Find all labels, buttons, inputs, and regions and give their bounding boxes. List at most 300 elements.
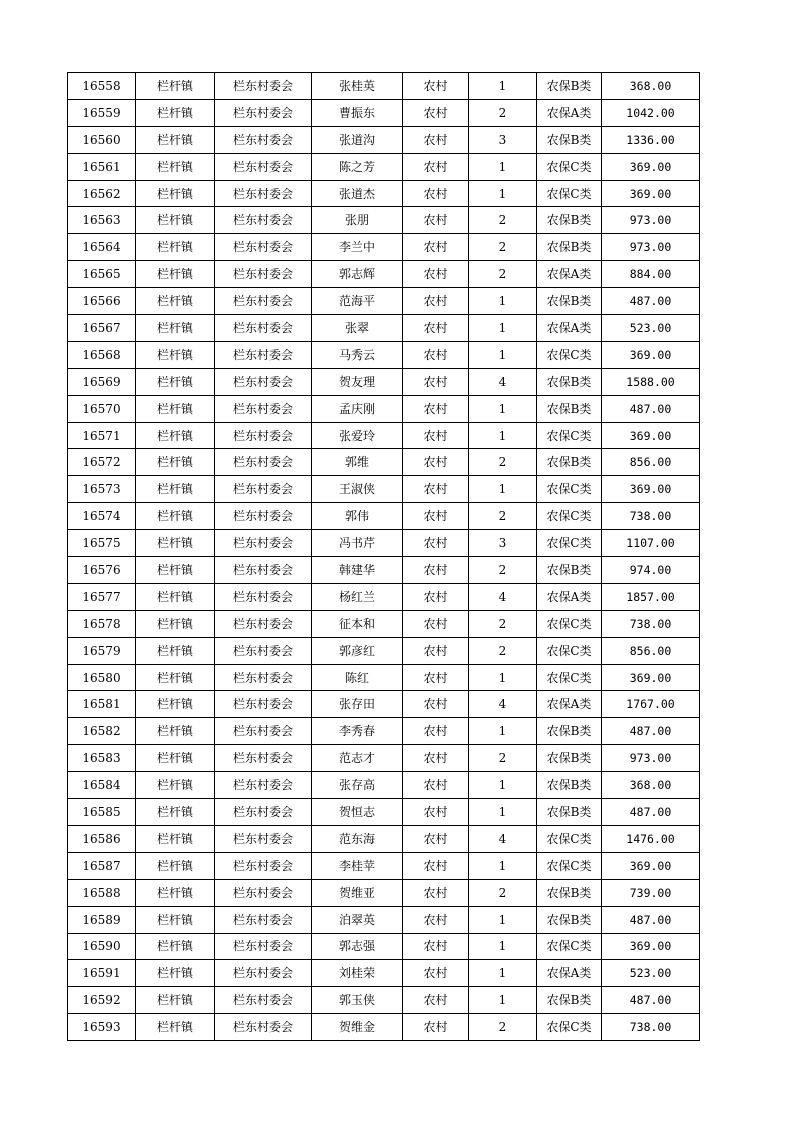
insurance-category-cell: 农保C类 bbox=[537, 825, 602, 852]
insurance-category-cell: 农保C类 bbox=[537, 530, 602, 557]
record-id-cell: 16579 bbox=[68, 637, 136, 664]
person-name-cell: 贺友理 bbox=[312, 368, 403, 395]
township-cell: 栏杆镇 bbox=[136, 610, 215, 637]
household-size-cell: 2 bbox=[469, 261, 537, 288]
area-type-cell: 农村 bbox=[403, 637, 469, 664]
amount-cell: 369.00 bbox=[602, 664, 700, 691]
village-committee-cell: 栏东村委会 bbox=[215, 422, 312, 449]
insurance-category-cell: 农保B类 bbox=[537, 288, 602, 315]
village-committee-cell: 栏东村委会 bbox=[215, 557, 312, 584]
area-type-cell: 农村 bbox=[403, 341, 469, 368]
person-name-cell: 李秀春 bbox=[312, 718, 403, 745]
area-type-cell: 农村 bbox=[403, 852, 469, 879]
insurance-category-cell: 农保B类 bbox=[537, 987, 602, 1014]
table-row bbox=[68, 422, 700, 449]
person-name-cell: 郭玉侠 bbox=[312, 987, 403, 1014]
village-committee-cell: 栏东村委会 bbox=[215, 799, 312, 826]
amount-cell: 856.00 bbox=[602, 637, 700, 664]
village-committee-cell: 栏东村委会 bbox=[215, 207, 312, 234]
insurance-category-cell: 农保A类 bbox=[537, 315, 602, 342]
table-row bbox=[68, 207, 700, 234]
township-cell: 栏杆镇 bbox=[136, 126, 215, 153]
table-row bbox=[68, 261, 700, 288]
area-type-cell: 农村 bbox=[403, 691, 469, 718]
table-row bbox=[68, 557, 700, 584]
table-row bbox=[68, 987, 700, 1014]
area-type-cell: 农村 bbox=[403, 583, 469, 610]
household-size-cell: 1 bbox=[469, 153, 537, 180]
record-id-cell: 16564 bbox=[68, 234, 136, 261]
township-cell: 栏杆镇 bbox=[136, 368, 215, 395]
township-cell: 栏杆镇 bbox=[136, 234, 215, 261]
household-size-cell: 1 bbox=[469, 852, 537, 879]
amount-cell: 856.00 bbox=[602, 449, 700, 476]
insurance-category-cell: 农保B类 bbox=[537, 395, 602, 422]
record-id-cell: 16572 bbox=[68, 449, 136, 476]
person-name-cell: 郭维 bbox=[312, 449, 403, 476]
township-cell: 栏杆镇 bbox=[136, 153, 215, 180]
insurance-category-cell: 农保B类 bbox=[537, 449, 602, 476]
record-id-cell: 16585 bbox=[68, 799, 136, 826]
insurance-category-cell: 农保C类 bbox=[537, 1014, 602, 1041]
person-name-cell: 陈红 bbox=[312, 664, 403, 691]
village-committee-cell: 栏东村委会 bbox=[215, 610, 312, 637]
village-committee-cell: 栏东村委会 bbox=[215, 825, 312, 852]
area-type-cell: 农村 bbox=[403, 879, 469, 906]
insurance-category-cell: 农保B类 bbox=[537, 73, 602, 100]
amount-cell: 739.00 bbox=[602, 879, 700, 906]
village-committee-cell: 栏东村委会 bbox=[215, 664, 312, 691]
amount-cell: 738.00 bbox=[602, 503, 700, 530]
person-name-cell: 张存高 bbox=[312, 772, 403, 799]
record-id-cell: 16562 bbox=[68, 180, 136, 207]
record-id-cell: 16587 bbox=[68, 852, 136, 879]
insurance-category-cell: 农保B类 bbox=[537, 799, 602, 826]
person-name-cell: 郭志辉 bbox=[312, 261, 403, 288]
person-name-cell: 征本和 bbox=[312, 610, 403, 637]
insurance-category-cell: 农保C类 bbox=[537, 610, 602, 637]
amount-cell: 1857.00 bbox=[602, 583, 700, 610]
amount-cell: 487.00 bbox=[602, 718, 700, 745]
amount-cell: 973.00 bbox=[602, 207, 700, 234]
area-type-cell: 农村 bbox=[403, 557, 469, 584]
records-table bbox=[67, 72, 700, 1041]
township-cell: 栏杆镇 bbox=[136, 1014, 215, 1041]
household-size-cell: 2 bbox=[469, 99, 537, 126]
township-cell: 栏杆镇 bbox=[136, 99, 215, 126]
record-id-cell: 16574 bbox=[68, 503, 136, 530]
insurance-category-cell: 农保A类 bbox=[537, 99, 602, 126]
household-size-cell: 4 bbox=[469, 368, 537, 395]
village-committee-cell: 栏东村委会 bbox=[215, 745, 312, 772]
table-row bbox=[68, 583, 700, 610]
table-row bbox=[68, 718, 700, 745]
township-cell: 栏杆镇 bbox=[136, 180, 215, 207]
person-name-cell: 范海平 bbox=[312, 288, 403, 315]
household-size-cell: 3 bbox=[469, 530, 537, 557]
household-size-cell: 2 bbox=[469, 449, 537, 476]
household-size-cell: 1 bbox=[469, 395, 537, 422]
record-id-cell: 16592 bbox=[68, 987, 136, 1014]
area-type-cell: 农村 bbox=[403, 207, 469, 234]
record-id-cell: 16575 bbox=[68, 530, 136, 557]
village-committee-cell: 栏东村委会 bbox=[215, 987, 312, 1014]
household-size-cell: 4 bbox=[469, 691, 537, 718]
village-committee-cell: 栏东村委会 bbox=[215, 476, 312, 503]
record-id-cell: 16580 bbox=[68, 664, 136, 691]
amount-cell: 369.00 bbox=[602, 341, 700, 368]
person-name-cell: 张爱玲 bbox=[312, 422, 403, 449]
person-name-cell: 李桂苹 bbox=[312, 852, 403, 879]
township-cell: 栏杆镇 bbox=[136, 530, 215, 557]
table-row bbox=[68, 852, 700, 879]
household-size-cell: 3 bbox=[469, 126, 537, 153]
area-type-cell: 农村 bbox=[403, 180, 469, 207]
amount-cell: 1336.00 bbox=[602, 126, 700, 153]
township-cell: 栏杆镇 bbox=[136, 691, 215, 718]
township-cell: 栏杆镇 bbox=[136, 449, 215, 476]
table-row bbox=[68, 933, 700, 960]
record-id-cell: 16588 bbox=[68, 879, 136, 906]
area-type-cell: 农村 bbox=[403, 718, 469, 745]
person-name-cell: 范志才 bbox=[312, 745, 403, 772]
village-committee-cell: 栏东村委会 bbox=[215, 503, 312, 530]
amount-cell: 369.00 bbox=[602, 933, 700, 960]
household-size-cell: 2 bbox=[469, 879, 537, 906]
area-type-cell: 农村 bbox=[403, 1014, 469, 1041]
record-id-cell: 16561 bbox=[68, 153, 136, 180]
person-name-cell: 韩建华 bbox=[312, 557, 403, 584]
township-cell: 栏杆镇 bbox=[136, 745, 215, 772]
table-row bbox=[68, 960, 700, 987]
area-type-cell: 农村 bbox=[403, 368, 469, 395]
amount-cell: 368.00 bbox=[602, 772, 700, 799]
household-size-cell: 1 bbox=[469, 476, 537, 503]
insurance-category-cell: 农保C类 bbox=[537, 180, 602, 207]
amount-cell: 369.00 bbox=[602, 153, 700, 180]
household-size-cell: 1 bbox=[469, 933, 537, 960]
area-type-cell: 农村 bbox=[403, 73, 469, 100]
record-id-cell: 16582 bbox=[68, 718, 136, 745]
person-name-cell: 冯书芹 bbox=[312, 530, 403, 557]
household-size-cell: 1 bbox=[469, 718, 537, 745]
table-row bbox=[68, 153, 700, 180]
township-cell: 栏杆镇 bbox=[136, 879, 215, 906]
township-cell: 栏杆镇 bbox=[136, 960, 215, 987]
village-committee-cell: 栏东村委会 bbox=[215, 315, 312, 342]
record-id-cell: 16565 bbox=[68, 261, 136, 288]
insurance-category-cell: 农保B类 bbox=[537, 234, 602, 261]
record-id-cell: 16571 bbox=[68, 422, 136, 449]
area-type-cell: 农村 bbox=[403, 153, 469, 180]
village-committee-cell: 栏东村委会 bbox=[215, 960, 312, 987]
township-cell: 栏杆镇 bbox=[136, 73, 215, 100]
household-size-cell: 1 bbox=[469, 315, 537, 342]
village-committee-cell: 栏东村委会 bbox=[215, 718, 312, 745]
amount-cell: 487.00 bbox=[602, 987, 700, 1014]
village-committee-cell: 栏东村委会 bbox=[215, 261, 312, 288]
amount-cell: 1767.00 bbox=[602, 691, 700, 718]
record-id-cell: 16560 bbox=[68, 126, 136, 153]
household-size-cell: 2 bbox=[469, 745, 537, 772]
village-committee-cell: 栏东村委会 bbox=[215, 288, 312, 315]
insurance-category-cell: 农保A类 bbox=[537, 583, 602, 610]
household-size-cell: 1 bbox=[469, 341, 537, 368]
area-type-cell: 农村 bbox=[403, 288, 469, 315]
person-name-cell: 郭伟 bbox=[312, 503, 403, 530]
household-size-cell: 1 bbox=[469, 772, 537, 799]
amount-cell: 368.00 bbox=[602, 73, 700, 100]
village-committee-cell: 栏东村委会 bbox=[215, 234, 312, 261]
record-id-cell: 16559 bbox=[68, 99, 136, 126]
insurance-category-cell: 农保C类 bbox=[537, 153, 602, 180]
table-row bbox=[68, 73, 700, 100]
table-row bbox=[68, 180, 700, 207]
table-row bbox=[68, 395, 700, 422]
insurance-category-cell: 农保C类 bbox=[537, 503, 602, 530]
amount-cell: 738.00 bbox=[602, 1014, 700, 1041]
insurance-category-cell: 农保B类 bbox=[537, 906, 602, 933]
area-type-cell: 农村 bbox=[403, 987, 469, 1014]
area-type-cell: 农村 bbox=[403, 126, 469, 153]
township-cell: 栏杆镇 bbox=[136, 341, 215, 368]
township-cell: 栏杆镇 bbox=[136, 395, 215, 422]
table-row bbox=[68, 530, 700, 557]
township-cell: 栏杆镇 bbox=[136, 799, 215, 826]
insurance-category-cell: 农保B类 bbox=[537, 368, 602, 395]
record-id-cell: 16568 bbox=[68, 341, 136, 368]
record-id-cell: 16573 bbox=[68, 476, 136, 503]
household-size-cell: 1 bbox=[469, 664, 537, 691]
insurance-category-cell: 农保A类 bbox=[537, 691, 602, 718]
village-committee-cell: 栏东村委会 bbox=[215, 879, 312, 906]
village-committee-cell: 栏东村委会 bbox=[215, 449, 312, 476]
household-size-cell: 4 bbox=[469, 825, 537, 852]
insurance-category-cell: 农保B类 bbox=[537, 772, 602, 799]
table-row bbox=[68, 799, 700, 826]
amount-cell: 973.00 bbox=[602, 234, 700, 261]
area-type-cell: 农村 bbox=[403, 449, 469, 476]
township-cell: 栏杆镇 bbox=[136, 825, 215, 852]
township-cell: 栏杆镇 bbox=[136, 261, 215, 288]
area-type-cell: 农村 bbox=[403, 799, 469, 826]
insurance-category-cell: 农保B类 bbox=[537, 126, 602, 153]
township-cell: 栏杆镇 bbox=[136, 852, 215, 879]
amount-cell: 369.00 bbox=[602, 852, 700, 879]
amount-cell: 738.00 bbox=[602, 610, 700, 637]
household-size-cell: 1 bbox=[469, 987, 537, 1014]
table-row bbox=[68, 664, 700, 691]
area-type-cell: 农村 bbox=[403, 772, 469, 799]
household-size-cell: 1 bbox=[469, 422, 537, 449]
township-cell: 栏杆镇 bbox=[136, 906, 215, 933]
household-size-cell: 1 bbox=[469, 906, 537, 933]
table-row bbox=[68, 503, 700, 530]
record-id-cell: 16589 bbox=[68, 906, 136, 933]
household-size-cell: 2 bbox=[469, 610, 537, 637]
amount-cell: 1042.00 bbox=[602, 99, 700, 126]
amount-cell: 1588.00 bbox=[602, 368, 700, 395]
village-committee-cell: 栏东村委会 bbox=[215, 933, 312, 960]
area-type-cell: 农村 bbox=[403, 960, 469, 987]
table-row bbox=[68, 288, 700, 315]
record-id-cell: 16584 bbox=[68, 772, 136, 799]
amount-cell: 369.00 bbox=[602, 476, 700, 503]
township-cell: 栏杆镇 bbox=[136, 288, 215, 315]
township-cell: 栏杆镇 bbox=[136, 503, 215, 530]
person-name-cell: 张道沟 bbox=[312, 126, 403, 153]
village-committee-cell: 栏东村委会 bbox=[215, 637, 312, 664]
person-name-cell: 张道杰 bbox=[312, 180, 403, 207]
table-row bbox=[68, 610, 700, 637]
record-id-cell: 16569 bbox=[68, 368, 136, 395]
person-name-cell: 刘桂荣 bbox=[312, 960, 403, 987]
insurance-category-cell: 农保C类 bbox=[537, 341, 602, 368]
village-committee-cell: 栏东村委会 bbox=[215, 341, 312, 368]
table-row bbox=[68, 1014, 700, 1041]
village-committee-cell: 栏东村委会 bbox=[215, 126, 312, 153]
area-type-cell: 农村 bbox=[403, 315, 469, 342]
amount-cell: 523.00 bbox=[602, 960, 700, 987]
record-id-cell: 16566 bbox=[68, 288, 136, 315]
person-name-cell: 陈之芳 bbox=[312, 153, 403, 180]
table-row bbox=[68, 906, 700, 933]
area-type-cell: 农村 bbox=[403, 503, 469, 530]
household-size-cell: 2 bbox=[469, 557, 537, 584]
village-committee-cell: 栏东村委会 bbox=[215, 368, 312, 395]
person-name-cell: 马秀云 bbox=[312, 341, 403, 368]
insurance-category-cell: 农保C类 bbox=[537, 637, 602, 664]
village-committee-cell: 栏东村委会 bbox=[215, 852, 312, 879]
person-name-cell: 郭志强 bbox=[312, 933, 403, 960]
amount-cell: 974.00 bbox=[602, 557, 700, 584]
table-row bbox=[68, 637, 700, 664]
amount-cell: 523.00 bbox=[602, 315, 700, 342]
village-committee-cell: 栏东村委会 bbox=[215, 583, 312, 610]
insurance-category-cell: 农保B类 bbox=[537, 557, 602, 584]
area-type-cell: 农村 bbox=[403, 664, 469, 691]
insurance-category-cell: 农保B类 bbox=[537, 207, 602, 234]
records-table-body bbox=[68, 73, 700, 1041]
insurance-category-cell: 农保B类 bbox=[537, 879, 602, 906]
amount-cell: 1476.00 bbox=[602, 825, 700, 852]
area-type-cell: 农村 bbox=[403, 476, 469, 503]
record-id-cell: 16567 bbox=[68, 315, 136, 342]
person-name-cell: 贺维亚 bbox=[312, 879, 403, 906]
record-id-cell: 16576 bbox=[68, 557, 136, 584]
household-size-cell: 1 bbox=[469, 288, 537, 315]
person-name-cell: 杨红兰 bbox=[312, 583, 403, 610]
village-committee-cell: 栏东村委会 bbox=[215, 153, 312, 180]
record-id-cell: 16583 bbox=[68, 745, 136, 772]
township-cell: 栏杆镇 bbox=[136, 583, 215, 610]
household-size-cell: 2 bbox=[469, 637, 537, 664]
insurance-category-cell: 农保C类 bbox=[537, 422, 602, 449]
township-cell: 栏杆镇 bbox=[136, 422, 215, 449]
person-name-cell: 孟庆刚 bbox=[312, 395, 403, 422]
record-id-cell: 16578 bbox=[68, 610, 136, 637]
area-type-cell: 农村 bbox=[403, 906, 469, 933]
area-type-cell: 农村 bbox=[403, 261, 469, 288]
person-name-cell: 张朋 bbox=[312, 207, 403, 234]
area-type-cell: 农村 bbox=[403, 234, 469, 261]
person-name-cell: 曹振东 bbox=[312, 99, 403, 126]
village-committee-cell: 栏东村委会 bbox=[215, 530, 312, 557]
record-id-cell: 16563 bbox=[68, 207, 136, 234]
township-cell: 栏杆镇 bbox=[136, 987, 215, 1014]
amount-cell: 369.00 bbox=[602, 422, 700, 449]
area-type-cell: 农村 bbox=[403, 422, 469, 449]
household-size-cell: 2 bbox=[469, 234, 537, 261]
record-id-cell: 16577 bbox=[68, 583, 136, 610]
household-size-cell: 1 bbox=[469, 960, 537, 987]
record-id-cell: 16591 bbox=[68, 960, 136, 987]
table-row bbox=[68, 315, 700, 342]
household-size-cell: 1 bbox=[469, 73, 537, 100]
person-name-cell: 贺恒志 bbox=[312, 799, 403, 826]
person-name-cell: 贺维金 bbox=[312, 1014, 403, 1041]
area-type-cell: 农村 bbox=[403, 825, 469, 852]
township-cell: 栏杆镇 bbox=[136, 557, 215, 584]
table-row bbox=[68, 368, 700, 395]
village-committee-cell: 栏东村委会 bbox=[215, 395, 312, 422]
table-row bbox=[68, 825, 700, 852]
insurance-category-cell: 农保C类 bbox=[537, 476, 602, 503]
amount-cell: 369.00 bbox=[602, 180, 700, 207]
village-committee-cell: 栏东村委会 bbox=[215, 1014, 312, 1041]
person-name-cell: 张翠 bbox=[312, 315, 403, 342]
township-cell: 栏杆镇 bbox=[136, 476, 215, 503]
area-type-cell: 农村 bbox=[403, 933, 469, 960]
household-size-cell: 1 bbox=[469, 799, 537, 826]
household-size-cell: 4 bbox=[469, 583, 537, 610]
township-cell: 栏杆镇 bbox=[136, 772, 215, 799]
village-committee-cell: 栏东村委会 bbox=[215, 691, 312, 718]
village-committee-cell: 栏东村委会 bbox=[215, 772, 312, 799]
insurance-category-cell: 农保A类 bbox=[537, 960, 602, 987]
record-id-cell: 16558 bbox=[68, 73, 136, 100]
amount-cell: 487.00 bbox=[602, 799, 700, 826]
table-row bbox=[68, 691, 700, 718]
person-name-cell: 王淑侠 bbox=[312, 476, 403, 503]
record-id-cell: 16593 bbox=[68, 1014, 136, 1041]
table-row bbox=[68, 126, 700, 153]
village-committee-cell: 栏东村委会 bbox=[215, 73, 312, 100]
insurance-category-cell: 农保B类 bbox=[537, 745, 602, 772]
record-id-cell: 16581 bbox=[68, 691, 136, 718]
insurance-category-cell: 农保C类 bbox=[537, 852, 602, 879]
record-id-cell: 16586 bbox=[68, 825, 136, 852]
amount-cell: 487.00 bbox=[602, 395, 700, 422]
township-cell: 栏杆镇 bbox=[136, 637, 215, 664]
table-row bbox=[68, 879, 700, 906]
table-row bbox=[68, 99, 700, 126]
amount-cell: 973.00 bbox=[602, 745, 700, 772]
household-size-cell: 2 bbox=[469, 1014, 537, 1041]
amount-cell: 884.00 bbox=[602, 261, 700, 288]
village-committee-cell: 栏东村委会 bbox=[215, 180, 312, 207]
amount-cell: 487.00 bbox=[602, 288, 700, 315]
amount-cell: 1107.00 bbox=[602, 530, 700, 557]
person-name-cell: 张存田 bbox=[312, 691, 403, 718]
township-cell: 栏杆镇 bbox=[136, 207, 215, 234]
township-cell: 栏杆镇 bbox=[136, 664, 215, 691]
household-size-cell: 2 bbox=[469, 207, 537, 234]
insurance-category-cell: 农保C类 bbox=[537, 933, 602, 960]
record-id-cell: 16590 bbox=[68, 933, 136, 960]
person-name-cell: 张桂英 bbox=[312, 73, 403, 100]
area-type-cell: 农村 bbox=[403, 530, 469, 557]
